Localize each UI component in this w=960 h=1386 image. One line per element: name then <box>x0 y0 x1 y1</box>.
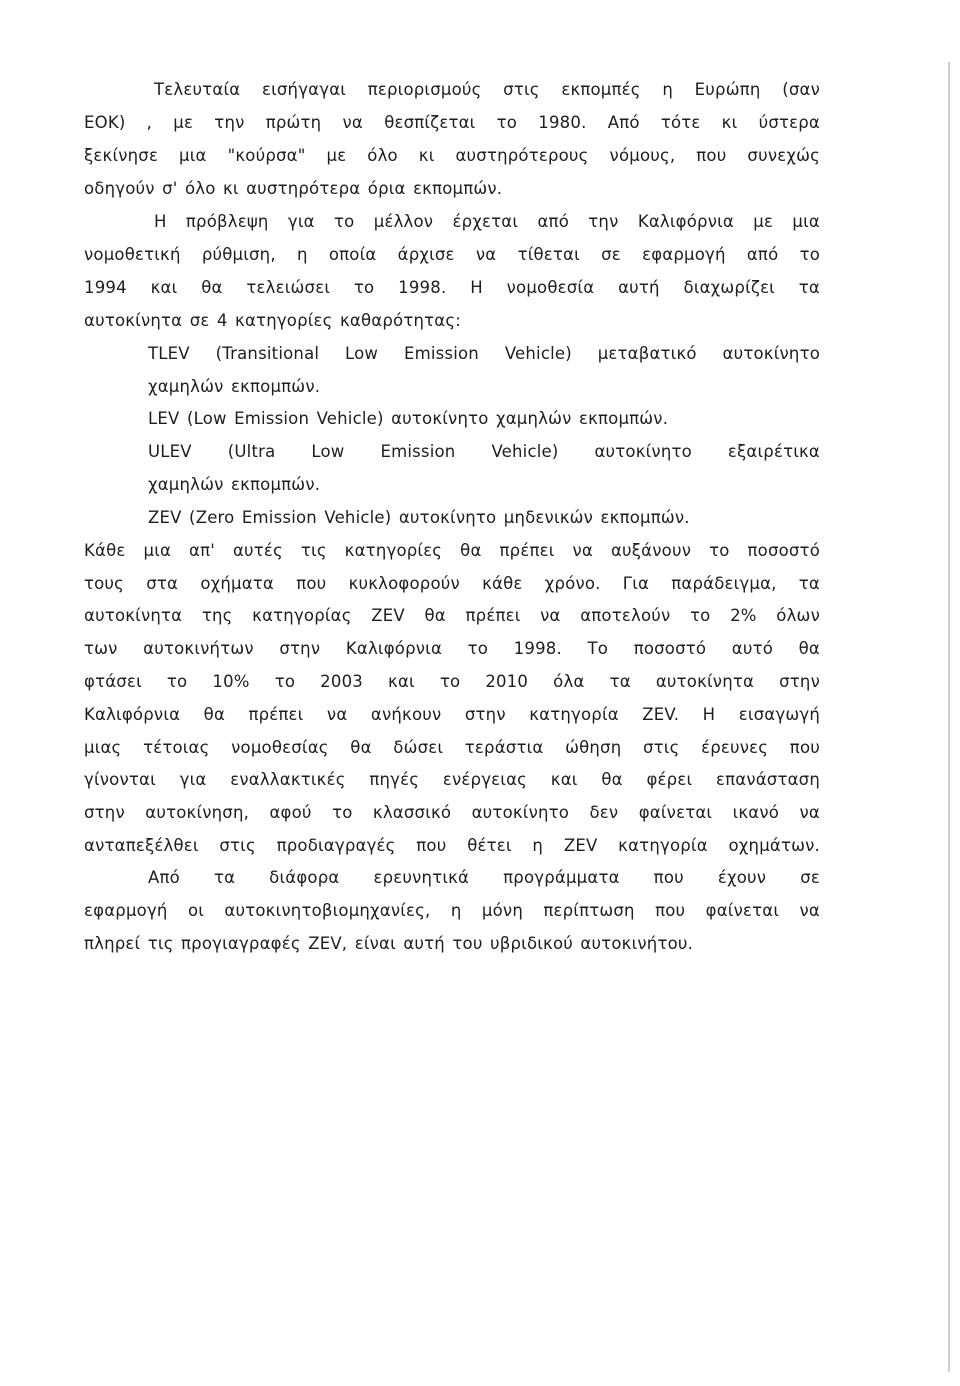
paragraph-1-line: ΕΟΚ) , με την πρώτη να θεσπίζεται το 1980. Από τότε κι ύστερα <box>84 113 820 132</box>
paragraph-3-line: φτάσει το 10% το 2003 και το 2010 όλα τα αυτοκίνητα στην <box>84 672 820 691</box>
paragraph-3-line: στην αυτοκίνηση, αφού το κλασσικό αυτοκίνητο δεν φαίνεται ικανό να <box>84 803 820 822</box>
paragraph-1-line: οδηγούν σ' όλο κι αυστηρότερα όρια εκπομπών. <box>84 179 503 198</box>
paragraph-2-line: αυτοκίνητα σε 4 κατηγορίες καθαρότητας: <box>84 311 461 330</box>
paragraph-2-line: Η πρόβλεψη για το μέλλον έρχεται από την Καλιφόρνια με μια <box>154 212 820 231</box>
category-zev-line: ZEV (Zero Emission Vehicle) αυτοκίνητο μηδενικών εκπομπών. <box>148 508 690 527</box>
category-tlev-line: TLEV (Transitional Low Emission Vehicle) μεταβατικό αυτοκίνητο <box>148 344 820 363</box>
paragraph-4-line: πληρεί τις προγιαγραφές ZEV, είναι αυτή του υβριδικού αυτοκινήτου. <box>84 934 694 953</box>
paragraph-3-line: Καλιφόρνια θα πρέπει να ανήκουν στην κατηγορία ZEV. Η εισαγωγή <box>84 705 820 724</box>
paragraph-3-line: γίνονται για εναλλακτικές πηγές ενέργειας και θα φέρει επανάσταση <box>84 770 820 789</box>
category-ulev-line: ULEV (Ultra Low Emission Vehicle) αυτοκίνητο εξαιρέτικα <box>148 442 820 461</box>
paragraph-1-line: Τελευταία εισήγαγαι περιορισμούς στις εκπομπές η Ευρώπη (σαν <box>154 80 820 99</box>
paragraph-3-line: ανταπεξέλθει στις προδιαγραγές που θέτει η ZEV κατηγορία οχημάτων. <box>84 836 820 855</box>
paragraph-4-line: Από τα διάφορα ερευνητικά προγράμματα που έχουν σε <box>148 868 820 887</box>
paragraph-3-line: τους στα οχήματα που κυκλοφορούν κάθε χρόνο. Για παράδειγμα, τα <box>84 574 820 593</box>
paragraph-1-line: ξεκίνησε μια "κούρσα" με όλο κι αυστηρότερους νόμους, που συνεχώς <box>84 146 820 165</box>
paragraph-2-line: νομοθετική ρύθμιση, η οποία άρχισε να τίθεται σε εφαρμογή από το <box>84 245 820 264</box>
paragraph-3-line: Κάθε μια απ' αυτές τις κατηγορίες θα πρέπει να αυξάνουν το ποσοστό <box>84 541 820 560</box>
paragraph-3-line: των αυτοκινήτων στην Καλιφόρνια το 1998. Το ποσοστό αυτό θα <box>84 639 820 658</box>
paragraph-4-line: εφαρμογή οι αυτοκινητοβιομηχανίες, η μόνη περίπτωση που φαίνεται να <box>84 901 820 920</box>
paragraph-2-line: 1994 και θα τελειώσει το 1998. Η νομοθεσία αυτή διαχωρίζει τα <box>84 278 820 297</box>
paragraph-3-line: αυτοκίνητα της κατηγορίας ZEV θα πρέπει να αποτελούν το 2% όλων <box>84 606 820 625</box>
paragraph-3-line: μιας τέτοιας νομοθεσίας θα δώσει τεράστια ώθηση στις έρευνες που <box>84 738 820 757</box>
category-ulev-line: χαμηλών εκπομπών. <box>148 475 321 494</box>
category-lev-line: LEV (Low Emission Vehicle) αυτοκίνητο χαμηλών εκπομπών. <box>148 409 669 428</box>
category-tlev-line: χαμηλών εκπομπών. <box>148 377 321 396</box>
